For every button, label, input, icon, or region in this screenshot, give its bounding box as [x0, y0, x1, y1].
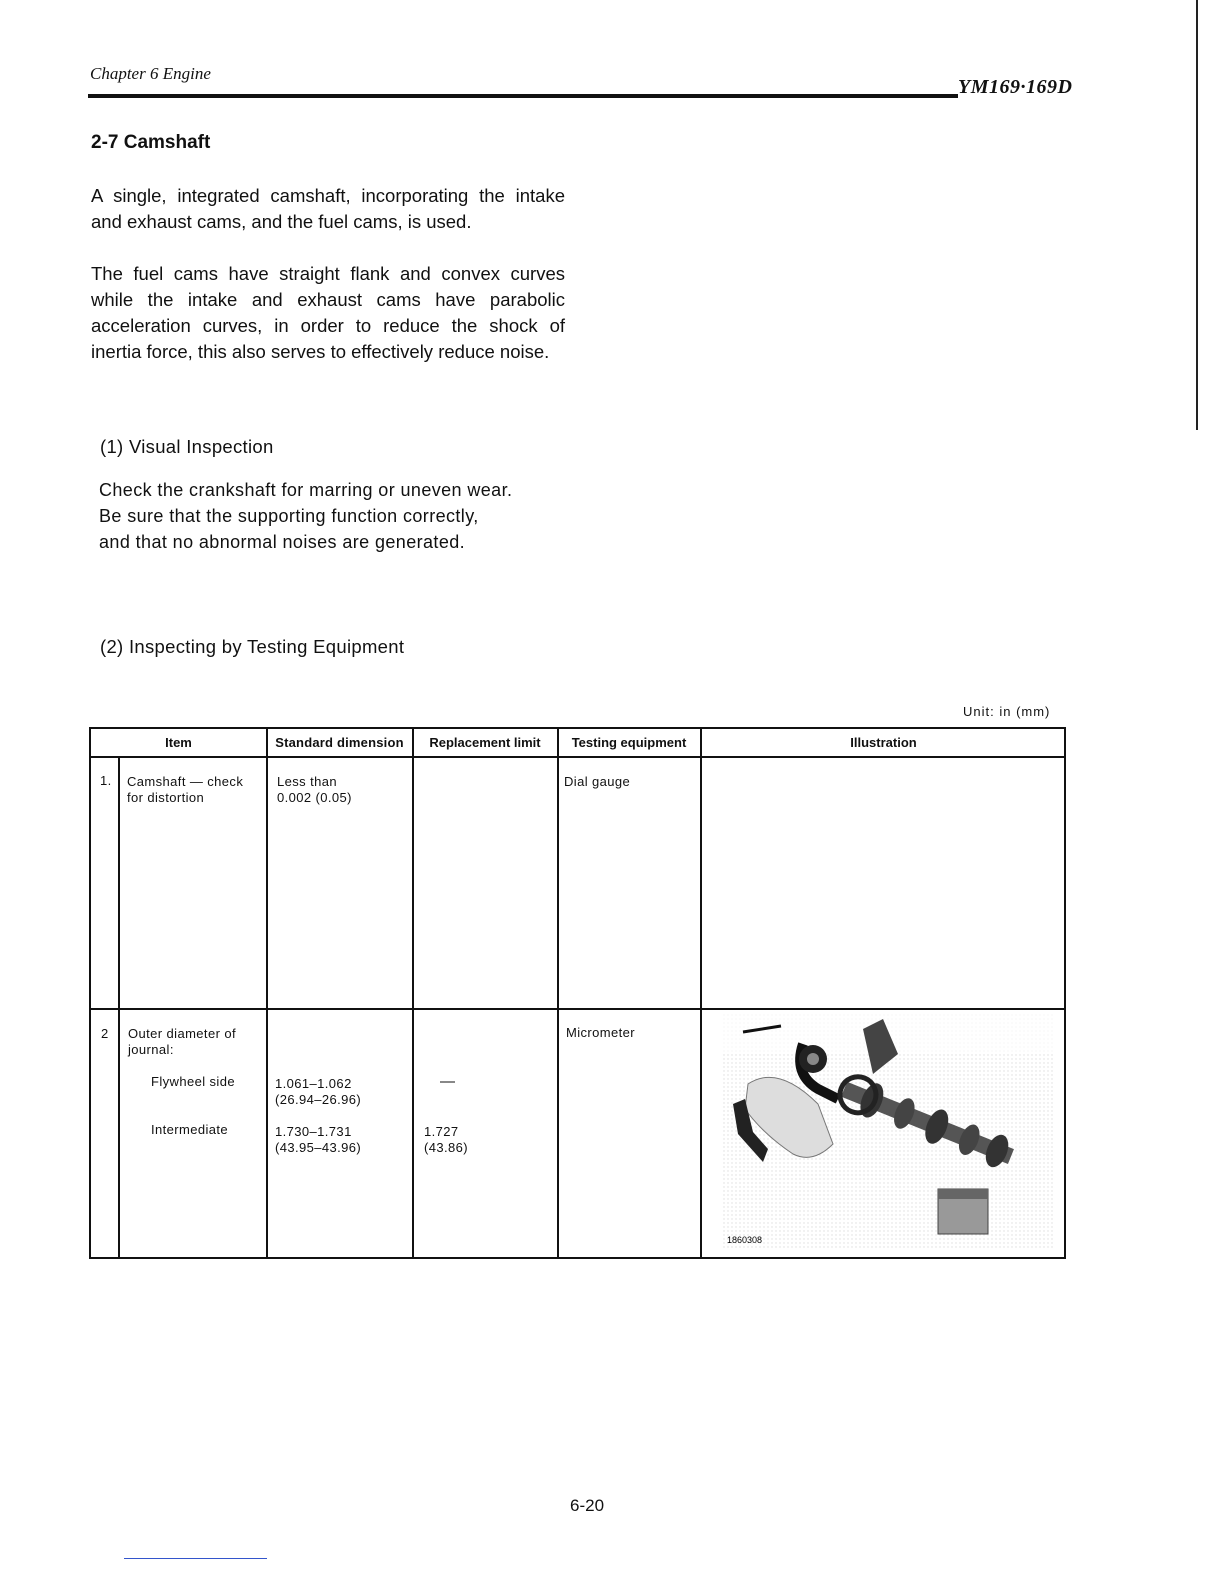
- sub-item-flywheel: Flywheel side: [151, 1074, 235, 1089]
- header-rule: [88, 94, 958, 98]
- flywheel-limit: —: [440, 1073, 456, 1090]
- row1-equipment: Dial gauge: [564, 774, 631, 789]
- column-divider: [412, 729, 414, 1257]
- row-number: 1.: [100, 773, 112, 788]
- item-line: journal:: [128, 1042, 174, 1057]
- col-header-replacement: Replacement limit: [429, 735, 541, 750]
- inspection-table: [89, 727, 1066, 1259]
- photo-number: 1860308: [727, 1235, 763, 1245]
- column-divider: [557, 729, 559, 1257]
- testing-equipment-heading: (2) Inspecting by Testing Equipment: [100, 636, 405, 657]
- page-edge-line: [1196, 0, 1198, 430]
- row-number: 2: [101, 1026, 109, 1041]
- visual-inspection-text: [99, 477, 512, 555]
- bottom-link-line: [124, 1558, 267, 1559]
- model-header: YM169·169D: [958, 76, 1073, 98]
- header-divider: [91, 756, 1064, 758]
- standard-line: 1.061–1.062: [275, 1076, 352, 1091]
- intro-paragraph: A single, integrated camshaft, incorporating the intake and exhaust cams, and the fuel cams, is used.: [91, 185, 565, 232]
- flywheel-standard: [275, 1076, 361, 1108]
- camshaft-micrometer-photo: [723, 1014, 1053, 1249]
- column-divider: [266, 729, 268, 1257]
- row2-item: [128, 1026, 236, 1058]
- limit-line: 1.727: [424, 1124, 459, 1139]
- row-divider: [91, 1008, 1064, 1010]
- col-header-equipment: Testing equipment: [571, 735, 687, 750]
- intermediate-limit: [424, 1124, 468, 1156]
- unit-label: Unit: in (mm): [963, 704, 1051, 719]
- section-title: 2-7 Camshaft: [91, 132, 211, 153]
- col-header-illustration: Illustration: [850, 735, 917, 750]
- intermediate-standard: [275, 1124, 361, 1156]
- col-header-item: Item: [165, 735, 192, 750]
- standard-line: Less than: [277, 774, 337, 789]
- micrometer-illustration: [723, 1014, 1053, 1249]
- item-line: for distortion: [127, 790, 205, 805]
- column-divider: [118, 756, 120, 1257]
- row2-equipment: Micrometer: [566, 1025, 636, 1040]
- standard-line: 1.730–1.731: [275, 1124, 352, 1139]
- visual-inspection-line: and that no abnormal noises are generated.: [99, 532, 466, 552]
- visual-inspection-line: Be sure that the supporting function correctly,: [99, 506, 479, 526]
- visual-inspection-line: Check the crankshaft for marring or uneven wear.: [99, 480, 513, 500]
- standard-line: 0.002 (0.05): [277, 790, 352, 805]
- chapter-header: Chapter 6 Engine: [90, 64, 211, 83]
- row1-standard: [277, 774, 352, 806]
- standard-line: (26.94–26.96): [275, 1092, 362, 1107]
- col-header-standard: Standard dimension: [275, 735, 404, 750]
- cam-description-paragraph: The fuel cams have straight flank and convex curves while the intake and exhaust cams have parabolic acceleration curves, in order to reduce the shock of inertia force, this also serves to effectively reduce noise.: [91, 263, 565, 362]
- column-divider: [700, 729, 702, 1257]
- limit-line: (43.86): [424, 1140, 468, 1155]
- sub-item-intermediate: Intermediate: [151, 1122, 229, 1137]
- standard-line: (43.95–43.96): [275, 1140, 362, 1155]
- item-line: Camshaft — check: [127, 774, 244, 789]
- page-number: 6-20: [570, 1496, 605, 1515]
- item-line: Outer diameter of: [128, 1026, 236, 1041]
- visual-inspection-heading: (1) Visual Inspection: [100, 436, 274, 457]
- row1-item: [127, 774, 243, 806]
